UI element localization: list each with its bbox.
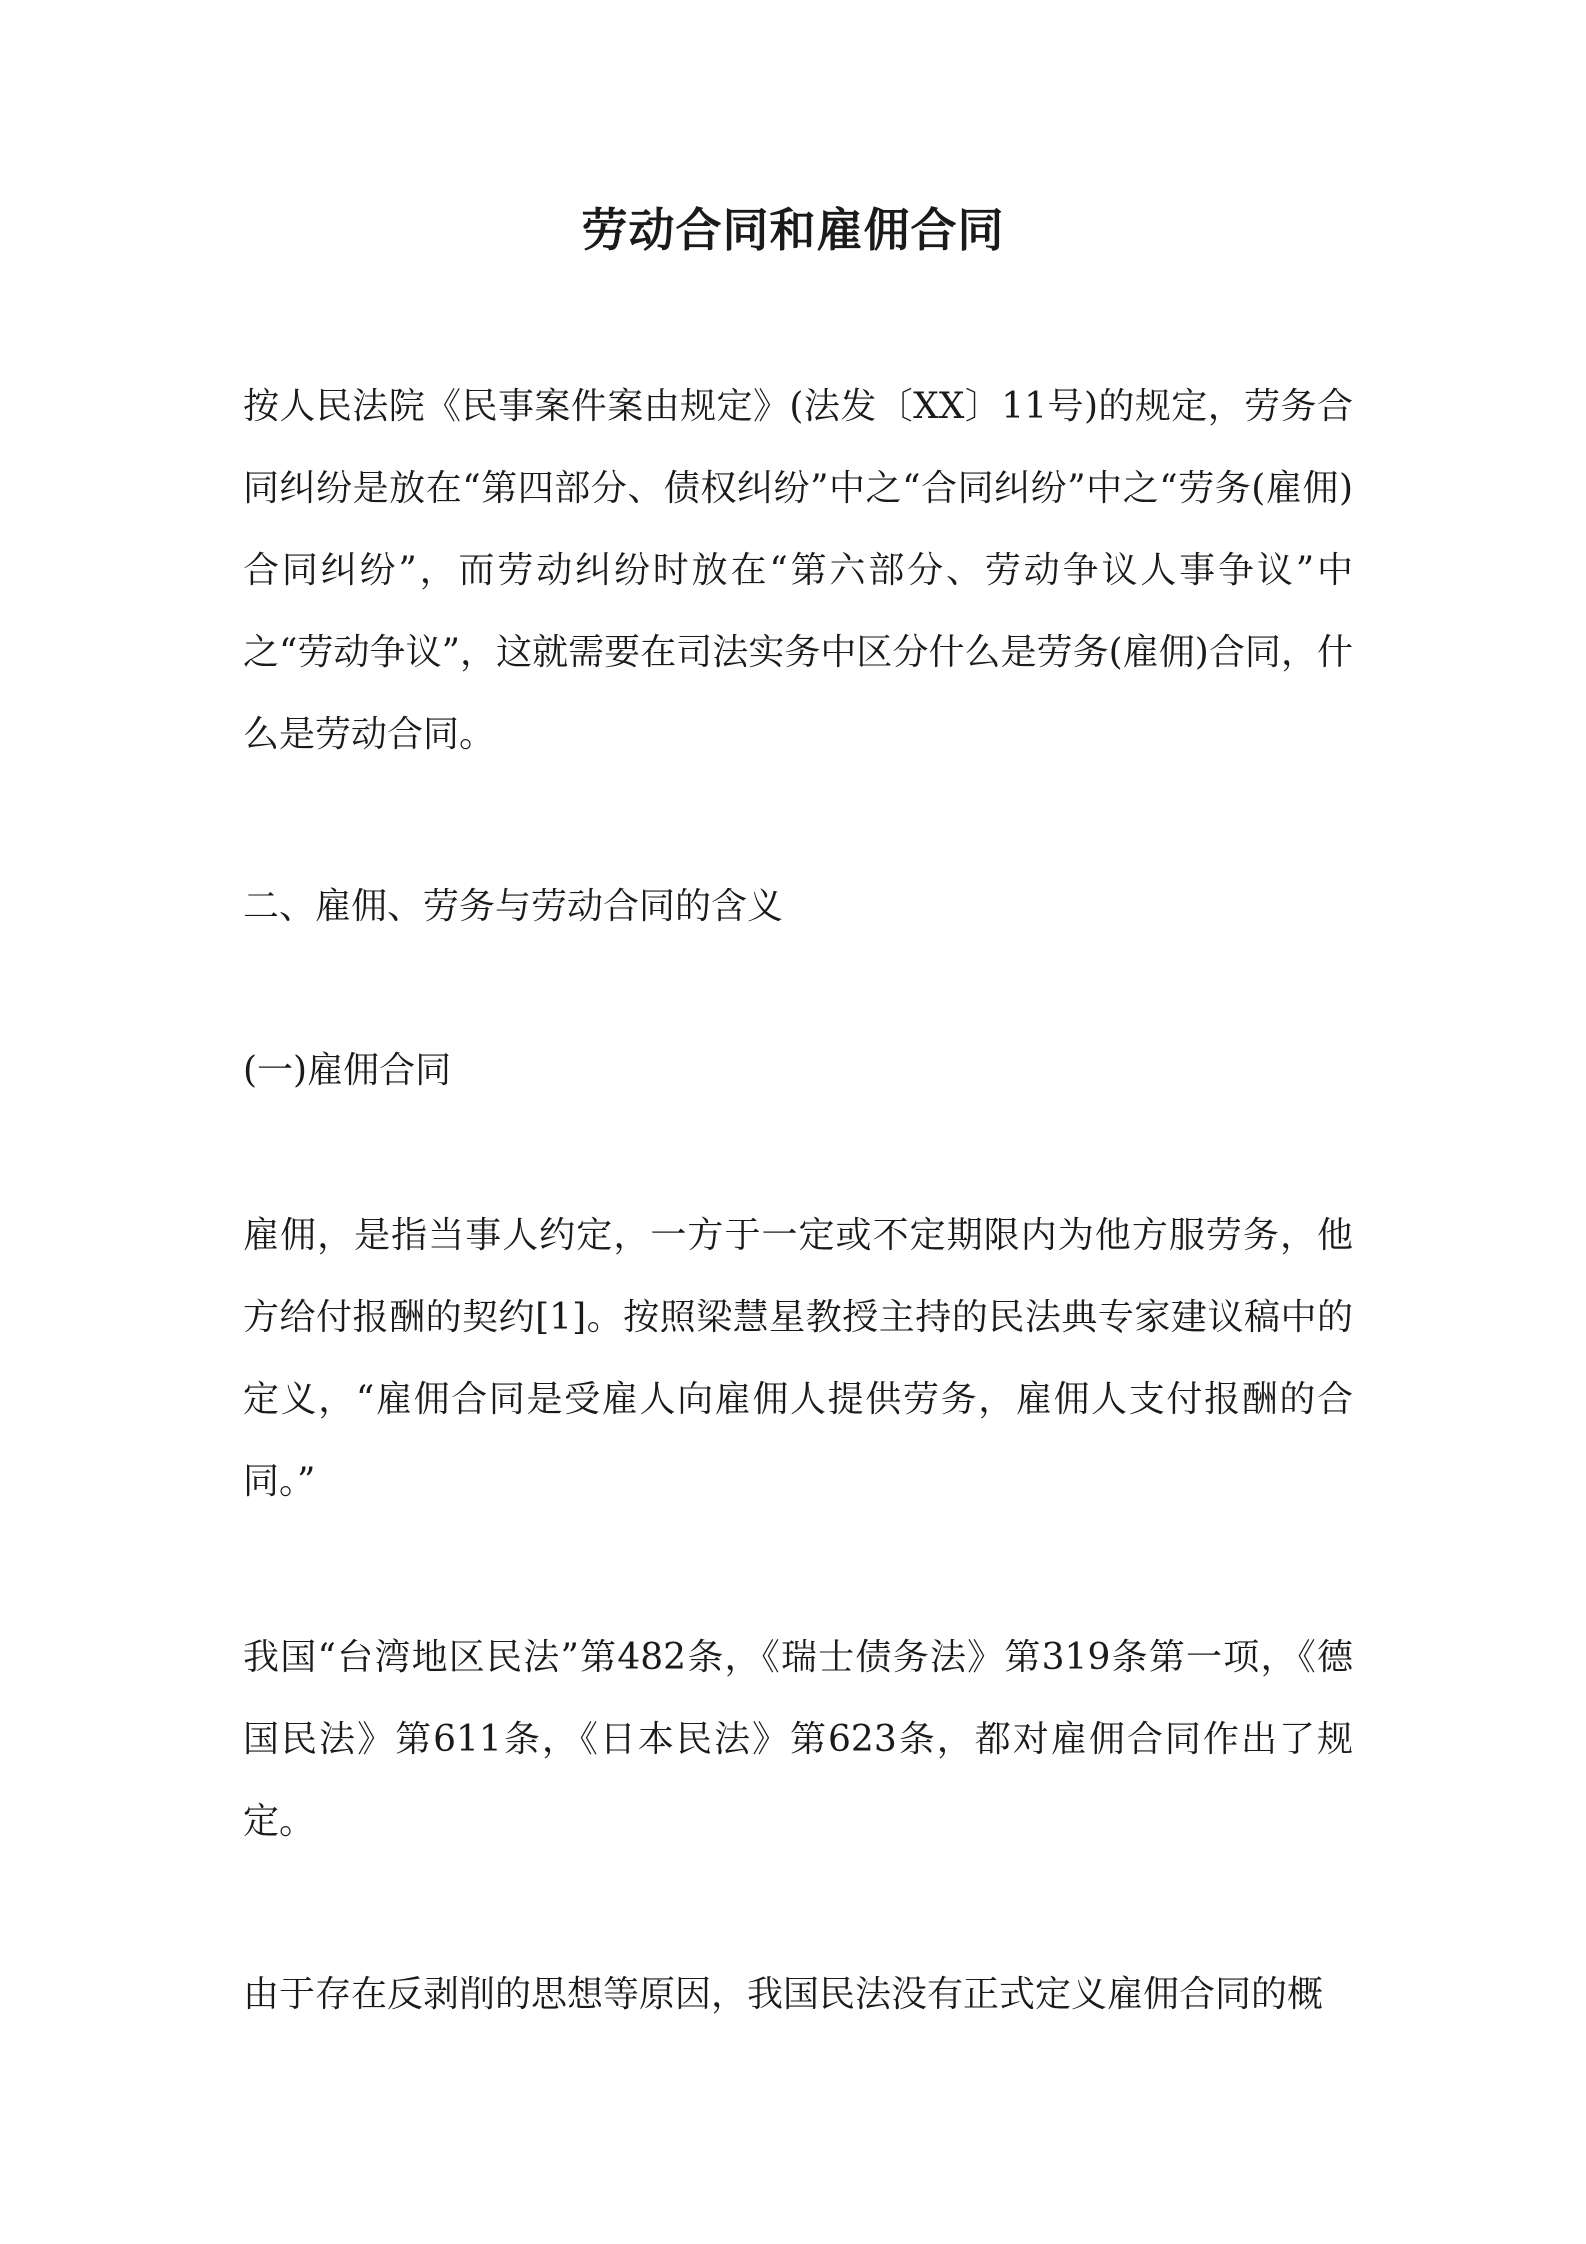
section-heading-meaning: 二、雇佣、劳务与劳动合同的含义	[243, 886, 784, 927]
subsection-heading-employment-contract: (一)雇佣合同	[243, 1050, 452, 1091]
paragraph-case-regulation: 按人民法院《民事案件案由规定》(法发〔XX〕11号)的规定，劳务合同纠纷是放在“第四部分、债权纠纷”中之“合同纠纷”中之“劳务(雇佣)合同纠纷”，而劳动纠纷时放在“第六部分、劳动争议人事争议”中之“劳动争议”，这就需要在司法实务中区分什么是劳务(雇佣)合同，什么是劳动合同。	[243, 386, 1353, 755]
paragraph-foreign-law-references: 我国“台湾地区民法”第482条，《瑞士债务法》第319条第一项，《德国民法》第611条，《日本民法》第623条，都对雇佣合同作出了规定。	[243, 1637, 1353, 1842]
paragraph-employment-definition: 雇佣，是指当事人约定，一方于一定或不定期限内为他方服劳务，他方给付报酬的契约[1]。按照梁慧星教授主持的民法典专家建议稿中的定义，“雇佣合同是受雇人向雇佣人提供劳务，雇佣人支付报酬的合同。”	[243, 1215, 1353, 1502]
document-title: 劳动合同和雇佣合同	[581, 203, 1005, 257]
paragraph-truncated-note: 由于存在反剥削的思想等原因，我国民法没有正式定义雇佣合同的概	[243, 1974, 1324, 2015]
